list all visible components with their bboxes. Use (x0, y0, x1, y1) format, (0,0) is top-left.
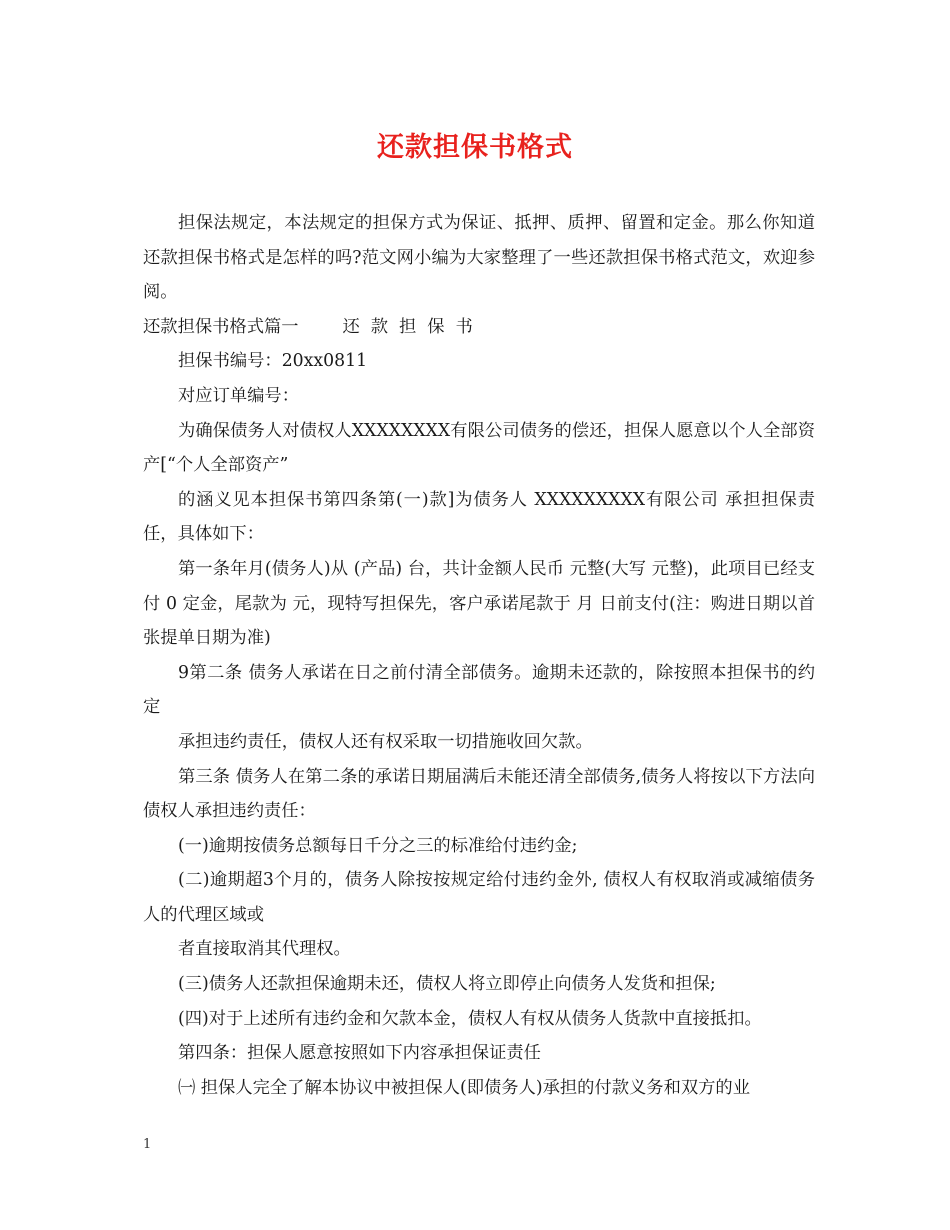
paragraph: (四)对于上述所有违约金和欠款本金，债权人有权从债务人货款中直接抵扣。 (178, 1008, 762, 1029)
paragraph: 担保书编号：20xx0811 (178, 351, 368, 372)
paragraph: 第四条：担保人愿意按照如下内容承担保证责任 (178, 1043, 541, 1064)
paragraph: 第三条 债务人在第二条的承诺日期届满后未能还清全部债务,债务人将按以下方法向债权人承担违约责任： (143, 766, 815, 822)
paragraph: 对应订单编号： (178, 385, 299, 406)
paragraph: 承担违约责任，债权人还有权采取一切措施收回欠款。 (178, 731, 593, 752)
paragraph: 还款担保书格式篇一 还 款 担 保 书 (143, 316, 473, 337)
paragraph: 9第二条 债务人承诺在日之前付清全部债务。逾期未还款的，除按照本担保书的约定 (143, 662, 815, 718)
paragraph: (二)逾期超3个月的，债务人除按按规定给付违约金外, 债权人有权取消或减缩债务人的代理区域或 (143, 870, 815, 925)
paragraph: (一)逾期按债务总额每日千分之三的标准给付违约金; (178, 835, 578, 856)
paragraph: 担保法规定，本法规定的担保方式为保证、抵押、质押、留置和定金。那么你知道还款担保书格式是怎样的吗?范文网小编为大家整理了一些还款担保书格式范文，欢迎参阅。 (143, 213, 815, 303)
paragraph: 第一条年月(债务人)从 (产品) 台，共计金额人民币 元整(大写 元整)，此项目已经支付 0 定金，尾款为 元，现特写担保先，客户承诺尾款于 月 日前支付(注：购进日期以首张提单日期为准) (143, 558, 815, 649)
document-body (143, 206, 815, 1105)
paragraph: 为确保债务人对债权人XXXXXXXX有限公司债务的偿还，担保人愿意以个人全部资产[“个人全部资产” (143, 420, 815, 476)
document-title: 还款担保书格式 (377, 132, 573, 163)
paragraph: ㈠ 担保人完全了解本协议中被担保人(即债务人)承担的付款义务和双方的业 (178, 1077, 750, 1098)
paragraph: 者直接取消其代理权。 (178, 939, 351, 960)
paragraph: 的涵义见本担保书第四条第(一)款]为债务人 XXXXXXXXX有限公司 承担担保责任，具体如下： (143, 489, 815, 545)
page-number: 1 (143, 1137, 152, 1152)
paragraph: (三)债务人还款担保逾期未还，债权人将立即停止向债务人发货和担保; (178, 974, 716, 995)
